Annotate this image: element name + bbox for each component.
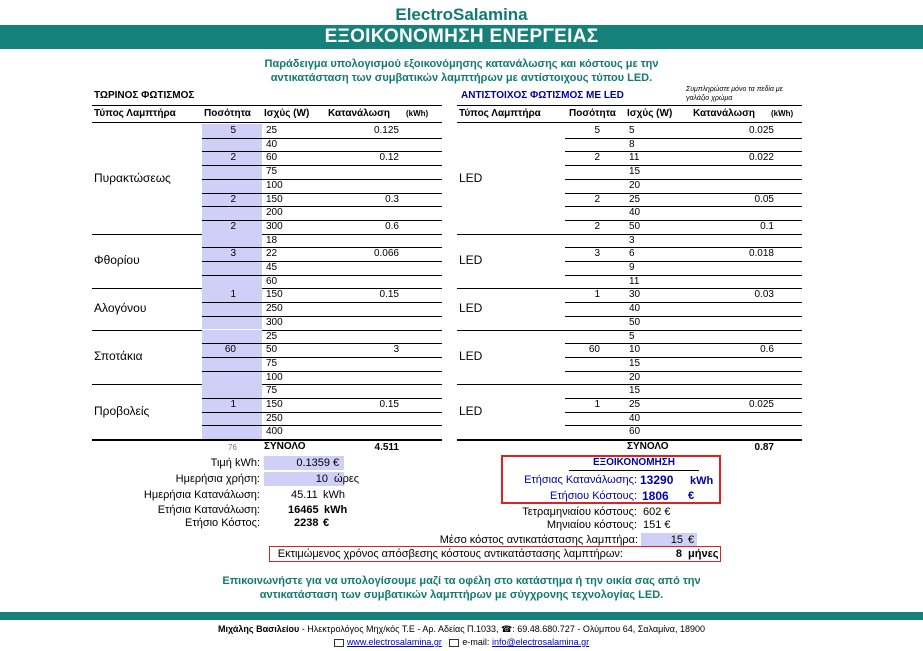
row-line [202,412,442,413]
row-line [202,302,442,303]
power-cell: 75 [266,166,278,178]
consumption-cell: 0.125 [373,125,399,136]
power-cell: 3 [629,234,635,246]
input-note: Συμπληρώστε μόνο τα πεδία με γαλάζιο χρώμα [686,86,783,102]
website-link[interactable]: www.electrosalamina.gr [346,637,442,647]
power-cell: 15 [629,166,641,178]
quantity-cell[interactable]: 2 [230,220,236,232]
footer-line: αντικατάσταση των συμβατικών λαμπτήρων με σύγχρονης τεχνολογίας LED. [259,589,664,601]
consumption-cell: 0.05 [754,193,774,205]
power-cell: 25 [266,125,278,136]
quantity-cell[interactable] [202,179,236,193]
quantity-cell[interactable] [565,371,600,385]
led-lighting-title: ΑΝΤΙΣΤΟΙΧΟΣ ΦΩΤΙΣΜΟΣ ΜΕ LED [461,90,624,101]
current-lighting-table [92,105,442,454]
row-line [202,425,442,426]
row-line [202,179,442,180]
quantity-cell[interactable]: 5 [230,125,236,136]
header-type: Τύπος Λαμπτήρα [94,108,176,119]
power-cell: 5 [629,125,635,136]
consumption-cell [339,412,399,426]
consumption-cell: 0.6 [385,220,399,232]
contact-info [0,624,923,635]
row-line [202,206,442,207]
header-power: Ισχύς (W) [627,108,673,119]
row-line [202,193,442,194]
consumption-cell [714,206,774,220]
quantity-cell[interactable] [565,138,600,152]
power-cell: 150 [266,399,283,410]
lamp-type-name: Πυρακτώσεως [94,170,171,185]
avg-cost-unit: € [688,534,695,546]
row-line [202,316,442,317]
annual-cost-unit: € [323,517,330,529]
quantity-cell[interactable] [565,179,600,193]
quantity-cell[interactable] [565,206,600,220]
power-cell: 20 [629,371,641,383]
daily-consumption-value: 45.11 [291,489,318,501]
quantity-cell[interactable]: 2 [230,152,236,164]
consumption-cell [714,234,774,248]
consumption-cell [714,179,774,193]
row-line [202,343,442,344]
consumption-cell: 0.15 [379,289,399,301]
quarterly-cost-value: 602 € [643,506,671,518]
header-quantity: Ποσότητα [204,108,251,119]
quantity-cell[interactable] [565,425,600,439]
power-cell: 50 [629,220,641,232]
consumption-cell [339,275,399,289]
lamp-type-name: Φθορίου [94,253,140,267]
email-link[interactable]: info@electrosalamina.gr [491,637,590,647]
current-lighting-title: ΤΩΡΙΝΟΣ ΦΩΤΙΣΜΟΣ [94,90,195,101]
row-line [202,220,442,221]
total-value: 4.511 [374,442,399,454]
power-cell: 60 [266,152,278,164]
brand-logo: ElectroSalamina [395,5,528,24]
savings-consumption-value: 13290 [640,473,674,487]
quantity-cell[interactable] [565,302,600,316]
total-label: ΣΥΝΟΛΟ [264,441,306,453]
payback-value: 8 [675,548,682,560]
row-line [202,261,442,262]
consumption-cell [714,371,774,385]
quantity-cell[interactable] [202,412,236,426]
power-cell: 5 [629,330,635,342]
footer-note [0,574,923,602]
footer-bar [0,612,923,620]
consumption-cell: 3 [393,344,399,356]
intro-text [0,57,923,85]
daily-use-unit: ώρες [334,473,360,485]
consumption-cell [339,179,399,193]
quantity-cell[interactable]: 1 [230,399,236,410]
consumption-cell [339,330,399,344]
quantity-cell[interactable] [202,384,236,398]
quantity-cell[interactable]: 1 [594,289,600,301]
header-bottom-line [457,122,802,123]
row-line [202,138,442,139]
annual-cost-label: Ετήσιο Κόστος: [185,517,260,529]
lamp-type-name: Σποτάκια [94,348,143,363]
quantity-cell[interactable] [202,371,236,385]
savings-title: ΕΞΟΙΚΟΝΟΜΗΣΗ [569,456,699,471]
monthly-cost-value: 151 € [643,519,671,531]
power-cell: 9 [629,262,635,273]
power-cell: 8 [629,138,635,150]
consumption-cell [714,302,774,316]
quantity-cell[interactable] [202,261,236,275]
price-field[interactable]: 0.1359 [296,457,330,469]
consumption-cell: 0.12 [379,152,399,164]
power-cell: 40 [266,138,278,150]
quantity-cell[interactable] [565,165,600,179]
quantity-cell[interactable] [565,330,600,344]
consumption-cell: 0.3 [385,193,399,205]
intro-line: αντικατάσταση των συμβατικών λαμπτήρων με αντίστοιχους τύπου LED. [270,72,653,84]
lamp-type-name: LED [459,253,483,267]
contact-details: - Ηλεκτρολόγος Μηχ/κός Τ.Ε - Αρ. Αδείας Π.1033, ☎: 69.48.680.727 - Ολύμπου 64, Σαλαμίνα, 18900 [299,624,705,634]
savings-cost-unit: € [688,490,695,502]
header-consumption: Κατανάλωση [328,108,391,119]
consumption-cell [339,302,399,316]
consumption-cell: 0.025 [748,399,774,410]
consumption-cell [339,357,399,371]
consumption-cell: 0.025 [748,125,774,136]
consumption-cell [714,357,774,371]
daily-consumption-label: Ημερήσια Κατανάλωση: [143,489,260,501]
power-cell: 400 [266,426,283,438]
consumption-cell [714,384,774,398]
annual-consumption-unit: kWh [324,504,348,516]
consumption-cell [714,330,774,344]
quantity-cell[interactable] [565,384,600,398]
power-cell: 45 [266,262,278,273]
power-cell: 150 [266,289,283,301]
power-cell: 25 [629,193,641,205]
header-type: Τύπος Λαμπτήρα [459,108,541,119]
consumption-cell: 0.018 [748,248,774,260]
power-cell: 18 [266,234,278,246]
consumption-cell [339,206,399,220]
quantity-cell[interactable] [202,206,236,220]
annual-consumption-label: Ετήσια Κατανάλωση: [157,504,260,516]
power-cell: 250 [266,412,283,424]
total-quantity: 76 [228,443,237,453]
consumption-cell [714,412,774,426]
power-cell: 15 [629,385,641,397]
quantity-cell[interactable]: 60 [588,344,600,356]
quantity-cell[interactable]: 2 [594,193,600,205]
consumption-cell [339,384,399,398]
power-cell: 250 [266,303,283,315]
avg-cost-label: Μέσο κόστος αντικατάστασης λαμπτήρα: [439,534,638,546]
quantity-cell[interactable] [202,425,236,439]
quantity-cell[interactable] [202,275,236,289]
quantity-cell[interactable] [565,412,600,426]
quantity-cell[interactable]: 60 [224,344,236,356]
row-line [202,151,442,152]
consumption-cell: 0.03 [754,289,774,301]
consumption-cell [339,425,399,439]
total-value: 0.87 [754,442,774,454]
daily-use-label: Ημερήσια χρήση: [175,473,260,485]
quantity-cell[interactable]: 5 [594,125,600,136]
intro-line: Παράδειγμα υπολογισμού εξοικονόμησης κατανάλωσης και κόστους με την [264,58,659,70]
daily-consumption-unit: kWh [323,489,345,501]
consumption-cell [714,425,774,439]
consumption-cell: 0.6 [760,344,774,356]
quantity-cell[interactable]: 2 [594,152,600,164]
consumption-cell [714,138,774,152]
power-cell: 300 [266,220,283,232]
row-line [202,247,442,248]
header-power: Ισχύς (W) [264,108,310,119]
consumption-cell: 0.15 [379,399,399,410]
header-bottom-line [92,122,442,123]
power-cell: 40 [629,303,641,315]
quantity-cell[interactable]: 1 [594,399,600,410]
quantity-cell[interactable]: 2 [230,193,236,205]
consumption-cell [714,275,774,289]
price-unit: € [333,457,340,469]
price-label: Τιμή kWh: [210,457,260,469]
header-top-line [92,105,442,106]
monthly-cost-label: Μηνιαίου κόστους: [546,519,637,531]
header-unit: (kWh) [771,109,794,118]
power-cell: 200 [266,207,283,219]
consumption-cell [339,234,399,248]
quantity-cell[interactable] [202,357,236,371]
power-cell: 150 [266,193,283,205]
header-top-line [457,105,802,106]
lamp-type-name: LED [459,403,483,418]
consumption-cell [339,261,399,275]
power-cell: 10 [629,344,641,356]
consumption-cell: 0.1 [760,220,774,232]
lamp-type-name: LED [459,348,483,363]
power-cell: 22 [266,248,278,260]
header-quantity: Ποσότητα [569,108,616,119]
quantity-cell[interactable]: 1 [230,289,236,301]
annual-cost-value: 2238 [294,517,319,529]
lamp-type-name: Προβολείς [94,403,150,418]
savings-consumption-unit: kWh [690,475,714,487]
lamp-type-name: Αλογόνου [94,300,147,315]
savings-cost-label: Ετήσιου Κόστους: [549,490,637,502]
quantity-cell[interactable] [202,138,236,152]
consumption-cell [714,165,774,179]
quantity-cell[interactable] [202,330,236,344]
header-unit: (kWh) [406,109,429,118]
envelope-icon [449,639,459,647]
led-lighting-table [457,105,802,454]
quantity-cell[interactable]: 3 [230,248,236,260]
links-row [0,637,923,647]
savings-cost-value: 1806 [642,489,669,503]
row-line [202,371,442,372]
power-cell: 50 [266,344,278,356]
power-cell: 40 [629,207,641,219]
consumption-cell [339,138,399,152]
row-line [202,165,442,166]
quarterly-cost-label: Τετραμηνιαίου κόστους: [522,506,637,518]
consumption-cell [339,371,399,385]
row-line [202,357,442,358]
power-cell: 300 [266,316,283,328]
quantity-cell[interactable] [565,316,600,330]
power-cell: 100 [266,179,283,191]
power-cell: 30 [629,289,641,301]
email-label: e-mail: [462,637,490,647]
power-cell: 75 [266,357,278,369]
quantity-cell[interactable] [565,275,600,289]
power-cell: 11 [629,152,640,164]
consumption-cell [714,316,774,330]
quantity-cell[interactable] [565,234,600,248]
power-cell: 6 [629,248,635,260]
footer-line: Επικοινωνήστε για να υπολογίσουμε μαζί τα οφέλη στο κατάστημα ή την οικία σας από την [222,575,701,587]
quantity-cell[interactable]: 2 [594,220,600,232]
power-cell: 15 [629,357,641,369]
header-consumption: Κατανάλωση [693,108,756,119]
consumption-cell: 0.022 [748,152,774,164]
page-title: ΕΞΟΙΚΟΝΟΜΗΣΗ ΕΝΕΡΓΕΙΑΣ [0,25,923,49]
consumption-cell [339,316,399,330]
row-line [202,275,442,276]
power-cell: 25 [629,399,641,410]
quantity-cell[interactable] [565,357,600,371]
quantity-cell[interactable] [202,302,236,316]
annual-consumption-value: 16465 [288,504,319,516]
power-cell: 60 [629,426,641,438]
savings-consumption-label: Ετήσιας Κατανάλωσης: [524,474,637,486]
payback-unit: μήνες [688,548,719,560]
consumption-cell: 0.066 [373,248,399,260]
power-cell: 75 [266,385,278,397]
power-cell: 50 [629,316,641,328]
power-cell: 60 [266,275,278,287]
contact-name: Μιχάλης Βασιλείου [218,624,300,634]
power-cell: 25 [266,330,278,342]
quantity-cell[interactable] [202,234,236,248]
power-cell: 40 [629,412,641,424]
payback-label: Εκτιμώμενος χρόνος απόσβεσης κόστους αντικατάστασης λαμπτήρων: [277,548,623,560]
power-cell: 100 [266,371,283,383]
computer-icon [334,639,344,647]
quantity-cell[interactable]: 3 [594,248,600,260]
total-label: ΣΥΝΟΛΟ [627,441,669,453]
quantity-cell[interactable] [202,165,236,179]
consumption-cell [339,165,399,179]
lamp-type-name: LED [459,170,483,185]
daily-use-field[interactable]: 10 [315,473,328,485]
power-cell: 11 [629,275,640,287]
avg-cost-field[interactable]: 15 [670,534,683,546]
power-cell: 20 [629,179,641,191]
consumption-cell [714,261,774,275]
quantity-cell[interactable] [202,316,236,330]
lamp-type-name: LED [459,300,483,315]
row-line [202,398,442,399]
quantity-cell[interactable] [565,261,600,275]
